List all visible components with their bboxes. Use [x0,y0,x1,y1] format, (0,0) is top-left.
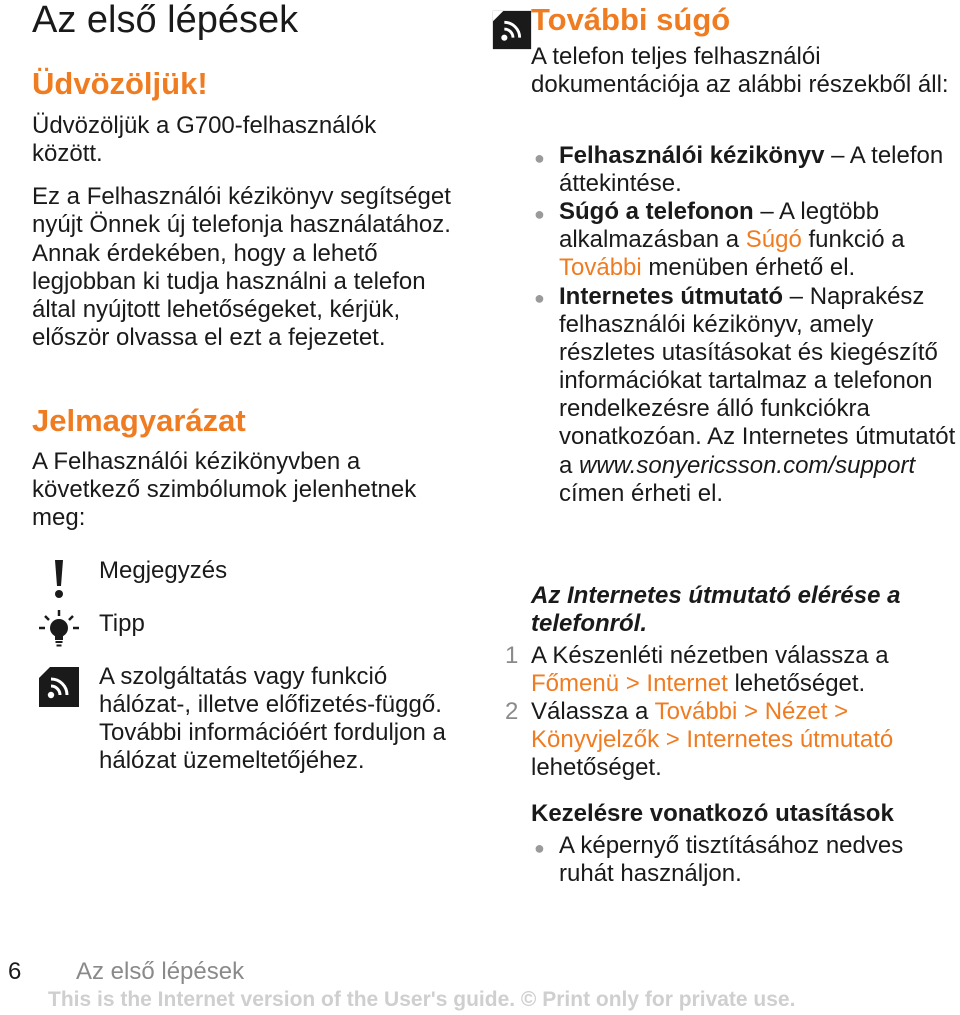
more-help-heading: További súgó [531,2,731,37]
bullet-text: Súgó a telefonon – A legtöbb alkalmazásban a Súgó funkció a További menüben érhető el. [559,198,905,282]
bullet-icon: ● [534,288,545,308]
legend-item-label: A szolgáltatás vagy funkció hálózat-, illetve előfizetés-függő. További információért forduljon a hálózat üzemeltetőjéhez. [99,663,446,774]
lightbulb-icon [36,606,82,652]
legend-item-label: Megjegyzés [99,557,228,584]
welcome-paragraph: Üdvözöljük a G700-felhasználók között. [32,112,377,167]
network-service-icon [490,8,534,52]
care-heading: Kezelésre vonatkozó utasítások [531,800,894,827]
menu-link-more: További [559,254,642,282]
footer-section-title: Az első lépések [76,958,245,985]
bullet-icon: ● [534,148,545,168]
more-help-intro: A telefon teljes felhasználói dokumentációja az alábbi részekből áll: [531,43,949,98]
support-url[interactable]: www.sonyericsson.com/support [579,451,916,479]
page-number: 6 [8,958,22,985]
step-number: 2 [505,698,519,725]
network-service-icon [36,664,82,710]
page-title: Az első lépések [32,0,299,41]
bullet-icon: ● [534,204,545,224]
menu-path: További > Nézet > Könyvjelzők > Internetes útmutató [531,698,894,753]
bullet-text: Internetes útmutató – Naprakész felhasználói kézikönyv, amely részletes utasításokat és kiegészítő információkat tartalmaz a telefonon rendelkezésre álló funkciókra vonatkozóan. Az Internetes útmutatót a www.sonyericsson.com/support címen érheti el. [559,283,956,507]
bullet-text: A képernyő tisztításához nedves ruhát használjon. [559,832,904,888]
bullet-icon: ● [534,838,545,858]
legend-item-label: Tipp [99,610,145,637]
step-text: Válassza a További > Nézet > Könyvjelzők > Internetes útmutató lehetőséget. [531,698,894,781]
legend-intro: A Felhasználói kézikönyvben a következő szimbólumok jelenhetnek meg: [32,448,417,531]
step-number: 1 [505,642,519,669]
welcome-paragraph: Ez a Felhasználói kézikönyv segítséget nyújt Önnek új telefonja használatához. Annak érdekében, hogy a lehető legjobban ki tudja használni a telefon által nyújtott lehetőségeket, kérjük, először olvassa el ezt a fejezetet. [32,183,451,352]
guide-subheading: Az Internetes útmutató elérése a telefonról. [531,582,901,637]
step-text: A Készenléti nézetben válassza a Főmenü > Internet lehetőséget. [531,642,889,697]
bullet-text: Felhasználói kézikönyv – A telefon áttekintése. [559,142,944,198]
legend-heading: Jelmagyarázat [32,403,246,438]
footer-notice: This is the Internet version of the User's guide. © Print only for private use. [48,988,796,1011]
menu-link-help: Súgó [745,226,802,254]
menu-path: Főmenü > Internet [531,670,728,697]
welcome-heading: Üdvözöljük! [32,66,208,101]
exclamation-icon [36,556,82,602]
